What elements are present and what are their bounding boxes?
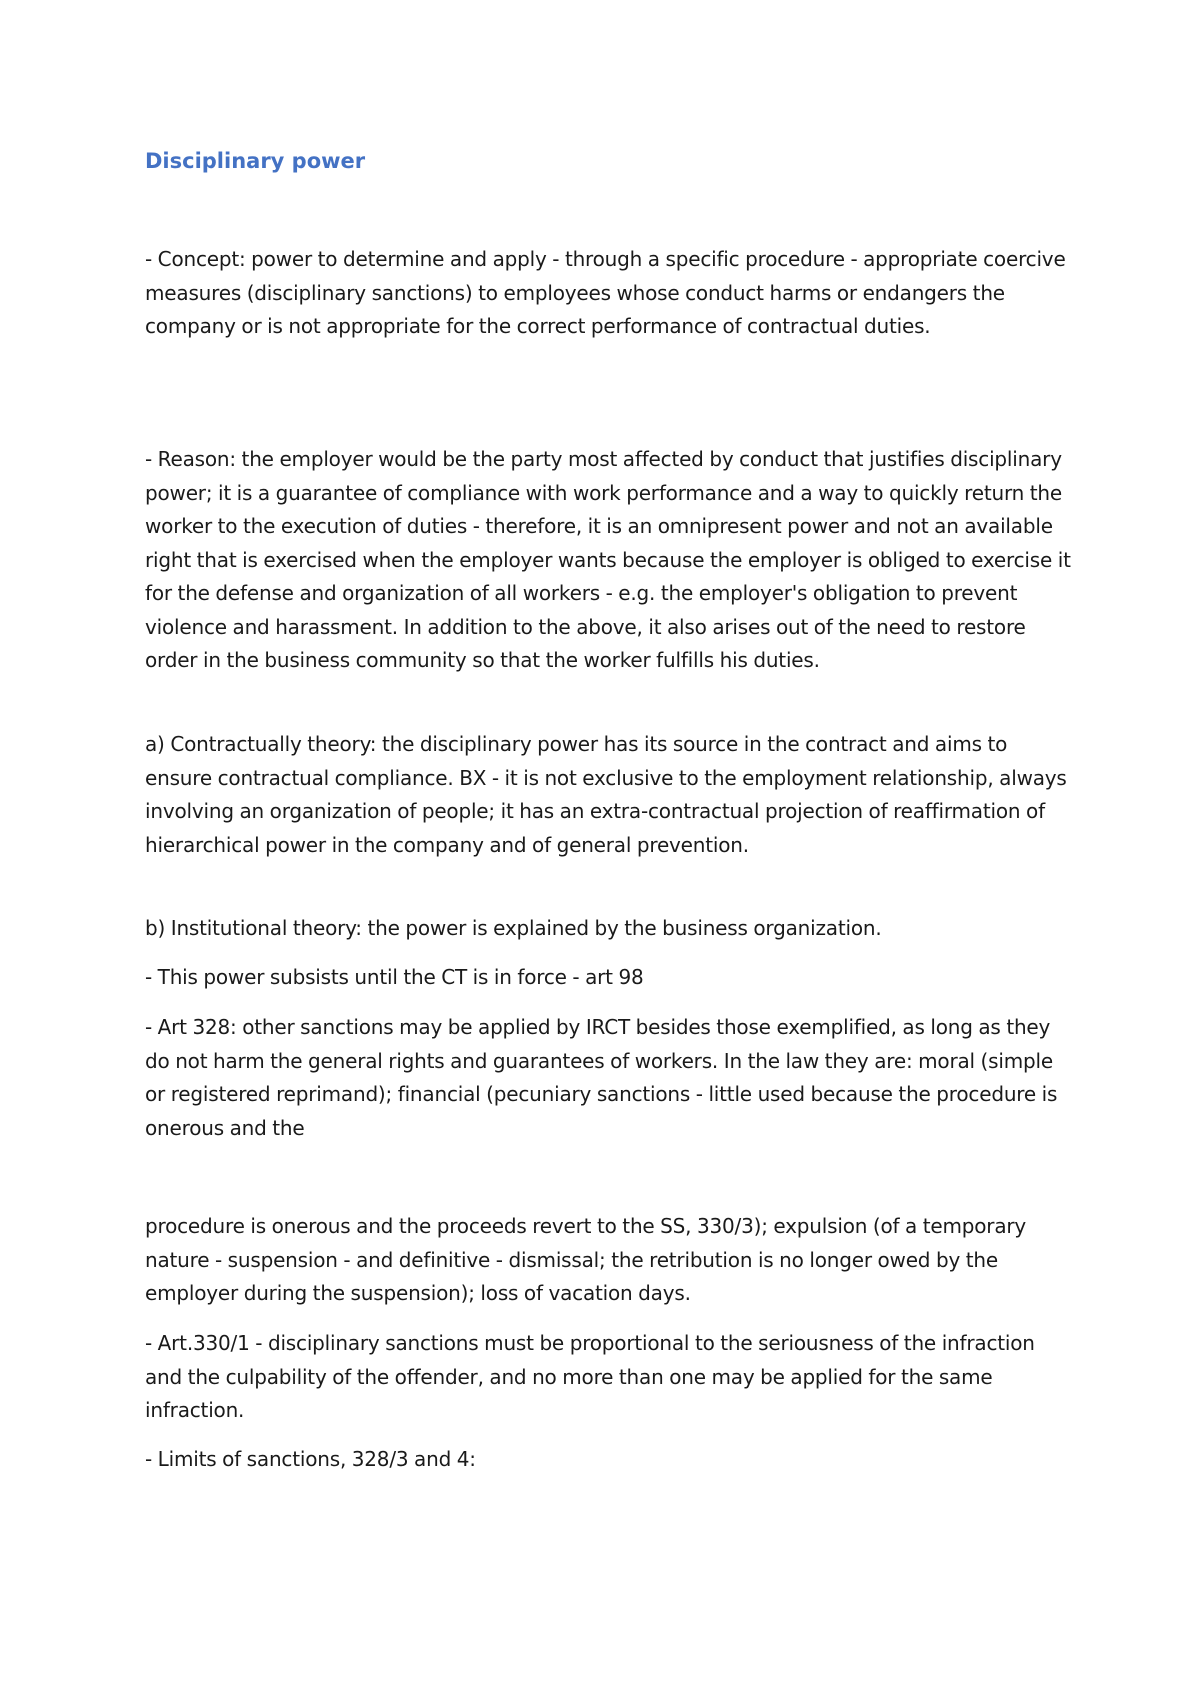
paragraph-art-328: - Art 328: other sanctions may be applied by IRCT besides those exemplified, as long as they do not harm the general rights and guarantees of workers. In the law they are: moral (simple or registered reprimand); financial (pecuniary sanctions - little used because the procedure is onerous and the — [145, 1015, 1058, 1140]
paragraph-reason: - Reason: the employer would be the party most affected by conduct that justifies disciplinary power; it is a guarantee of compliance with work performance and a way to quickly return the worker to the execution of duties - therefore, it is an omnipresent power and not an available right that is exercised when the employer wants because the employer is obliged to exercise it for the defense and organization of all workers - e.g. the employer's obligation to prevent violence and harassment. In addition to the above, it also arises out of the need to restore order in the business community so that the worker fulfills his duties. — [145, 447, 1071, 672]
paragraph-institutional-theory: b) Institutional theory: the power is explained by the business organization. — [145, 916, 882, 940]
paragraph-contractual-theory: a) Contractually theory: the disciplinary power has its source in the contract and aims to ensure contractual compliance. BX - it is not exclusive to the employment relationship, always involving an organization of people; it has an extra-contractual projection of reaffirmation of hierarchical power in the company and of general prevention. — [145, 732, 1067, 857]
paragraph-power-subsists: - This power subsists until the CT is in force - art 98 — [145, 965, 644, 989]
paragraph-concept: - Concept: power to determine and apply - through a specific procedure - appropriate coercive measures (disciplinary sanctions) to employees whose conduct harms or endangers the company or is not appropriate for the correct performance of contractual duties. — [145, 247, 1066, 338]
paragraph-art-330: - Art.330/1 - disciplinary sanctions must be proportional to the seriousness of the infraction and the culpability of the offender, and no more than one may be applied for the same infraction. — [145, 1331, 1035, 1422]
paragraph-procedure-continued: procedure is onerous and the proceeds revert to the SS, 330/3); expulsion (of a temporary nature - suspension - and definitive - dismissal; the retribution is no longer owed by the employer during the suspension); loss of vacation days. — [145, 1214, 1027, 1305]
paragraph-limits-of-sanctions: - Limits of sanctions, 328/3 and 4: — [145, 1447, 476, 1471]
page-title: Disciplinary power — [145, 149, 366, 173]
